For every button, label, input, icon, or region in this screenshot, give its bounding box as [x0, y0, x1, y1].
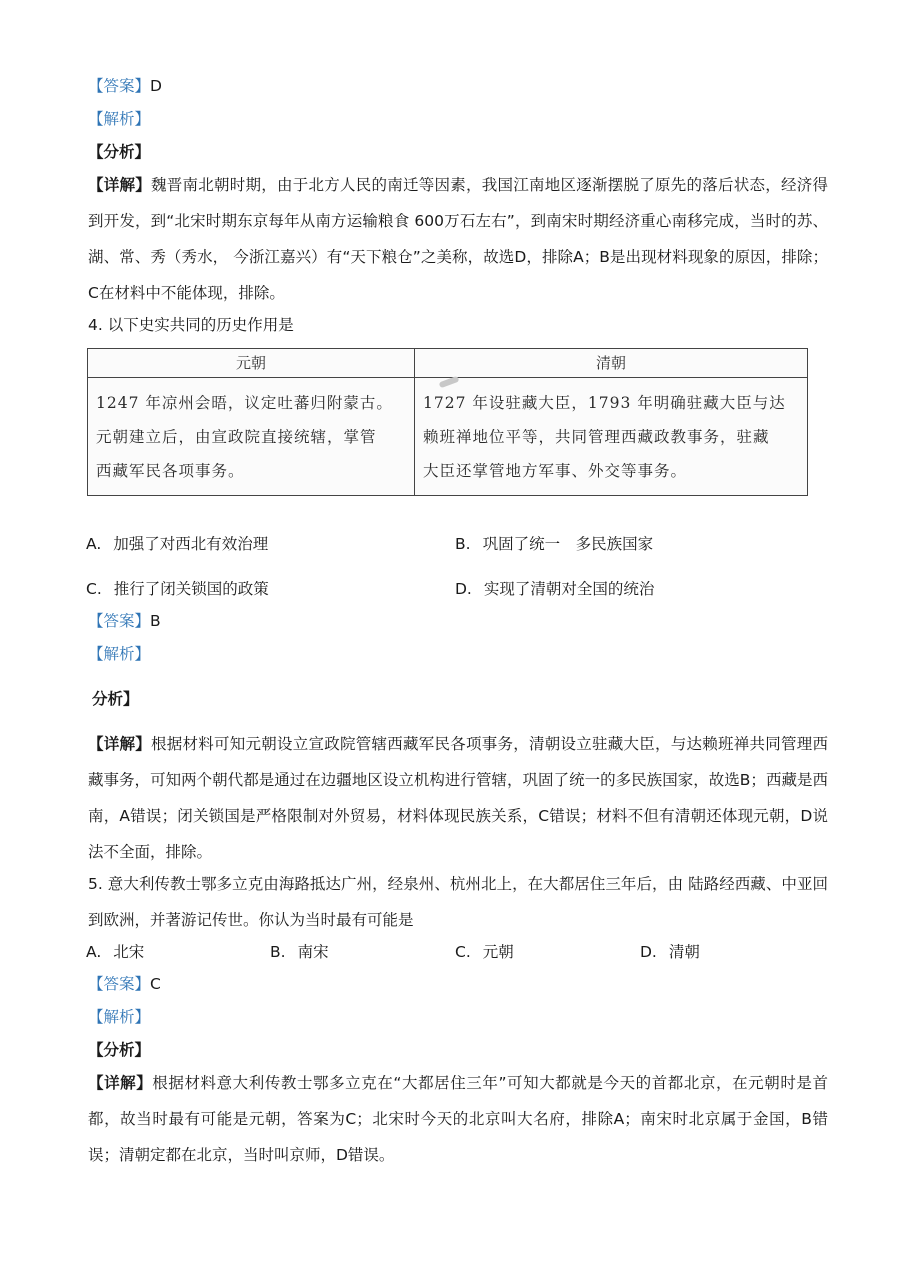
- q4-option-a-letter: A.: [86, 535, 102, 553]
- q4-option-b-text: 巩固了统一 多民族国家: [482, 535, 654, 553]
- q3-detail-text: 魏晋南北朝时期，由于北方人民的南迁等因素，我国江南地区逐渐摆脱了原先的落后状态，经济得到开发，到“北宋时期东京每年从南方运输粮食 600万石左右”，到南宋时期经济重心南移完成，当时的苏、湖、常、秀（秀水， 今浙江嘉兴）有“天下粮仓”之美称，故选D，排除A；B是出现材料现象的原因，排除；C在材料中不能体现，排除。: [88, 176, 828, 302]
- table-cell-yuan: [88, 378, 414, 488]
- q4-question: 4. 以下史实共同的历史作用是: [88, 316, 294, 334]
- q5-option-c-text: 元朝: [482, 943, 514, 961]
- q4-option-c-letter: C.: [86, 580, 102, 598]
- q4-option-d: [455, 579, 654, 599]
- q5-answer-tag: 【答案】: [88, 975, 151, 993]
- q5-answer-line: [88, 974, 161, 994]
- q4-detail: [88, 726, 828, 870]
- q5-detail-tag: 【详解】: [88, 1074, 153, 1092]
- table-qing-line-3: 大臣还掌管地方军事、外交等事务。: [423, 462, 688, 480]
- q3-fenxi-tag: 【分析】: [88, 143, 151, 161]
- table-column-yuan: [88, 349, 415, 495]
- q4-history-table: [87, 348, 808, 496]
- q5-option-d-letter: D.: [640, 943, 657, 961]
- q4-detail-text: 根据材料可知元朝设立宣政院管辖西藏军民各项事务，清朝设立驻藏大臣，与达赖班禅共同管理西藏事务，可知两个朝代都是通过在边疆地区设立机构进行管辖，巩固了统一的多民族国家，故选B；西藏是西南，A错误；闭关锁国是严格限制对外贸易，材料体现民族关系，C错误；材料不但有清朝还体现元朝，D说法不全面，排除。: [88, 735, 828, 861]
- q4-answer-line: [88, 611, 161, 631]
- q3-answer-line: [88, 76, 162, 96]
- q3-detail: [88, 167, 828, 311]
- q5-option-c-letter: C.: [455, 943, 471, 961]
- q4-option-b-letter: B.: [455, 535, 471, 553]
- q4-answer-value: B: [150, 612, 161, 630]
- q5-option-b: [270, 942, 329, 962]
- table-yuan-line-3: 西藏军民各项事务。: [96, 462, 245, 480]
- q4-option-b: [455, 534, 653, 554]
- q4-option-a: [86, 534, 268, 554]
- q5-analysis-tag: 【解析】: [88, 1008, 151, 1026]
- q5-detail-text: 根据材料意大利传教士鄂多立克在“大都居住三年”可知大都就是今天的首都北京，在元朝时是首都，故当时最有可能是元朝，答案为C；北宋时今天的北京叫大名府，排除A；南宋时北京属于金国，B错误；清朝定都在北京，当时叫京师，D错误。: [88, 1074, 828, 1164]
- q5-option-c: [455, 942, 514, 962]
- q5-option-a-letter: A.: [86, 943, 102, 961]
- q5-detail: [88, 1065, 828, 1173]
- q3-detail-tag: 【详解】: [88, 176, 151, 194]
- q5-option-b-letter: B.: [270, 943, 286, 961]
- table-yuan-line-1: 1247 年凉州会晤，议定吐蕃归附蒙古。: [96, 394, 393, 412]
- q5-option-a: [86, 942, 144, 962]
- q3-analysis-tag: 【解析】: [88, 110, 151, 128]
- q4-fenxi-tag: 分析】: [92, 690, 139, 708]
- q3-answer-tag: 【答案】: [88, 77, 151, 95]
- table-header-qing: 清朝: [415, 349, 807, 378]
- q4-option-c: [86, 579, 269, 599]
- q5-question: 5. 意大利传教士鄂多立克由海路抵达广州，经泉州、杭州北上，在大都居住三年后，由 陆路经西藏、中亚回到欧洲，并著游记传世。你认为当时最有可能是: [88, 875, 828, 929]
- q4-option-d-text: 实现了清朝对全国的统治: [483, 580, 655, 598]
- q4-analysis-tag: 【解析】: [88, 645, 151, 663]
- table-cell-qing: [415, 378, 807, 488]
- q4-answer-tag: 【答案】: [88, 612, 151, 630]
- q5-option-b-text: 南宋: [297, 943, 329, 961]
- q5-option-d: [640, 942, 700, 962]
- table-qing-line-1: 1727 年设驻藏大臣，1793 年明确驻藏大臣与达: [423, 394, 786, 412]
- table-column-qing: [415, 349, 807, 495]
- table-yuan-line-2: 元朝建立后，由宣政院直接统辖，掌管: [96, 428, 377, 446]
- q3-answer-value: D: [150, 77, 162, 95]
- q4-option-a-text: 加强了对西北有效治理: [113, 535, 269, 553]
- table-header-yuan: 元朝: [88, 349, 414, 378]
- q4-detail-tag: 【详解】: [88, 735, 151, 753]
- q5-answer-value: C: [150, 975, 161, 993]
- q4-option-d-letter: D.: [455, 580, 472, 598]
- q5-option-a-text: 北宋: [113, 943, 145, 961]
- q5-option-d-text: 清朝: [668, 943, 700, 961]
- q5-fenxi-tag: 【分析】: [88, 1041, 151, 1059]
- q4-option-c-text: 推行了闭关锁国的政策: [113, 580, 269, 598]
- table-qing-line-2: 赖班禅地位平等，共同管理西藏政教事务，驻藏: [423, 428, 770, 446]
